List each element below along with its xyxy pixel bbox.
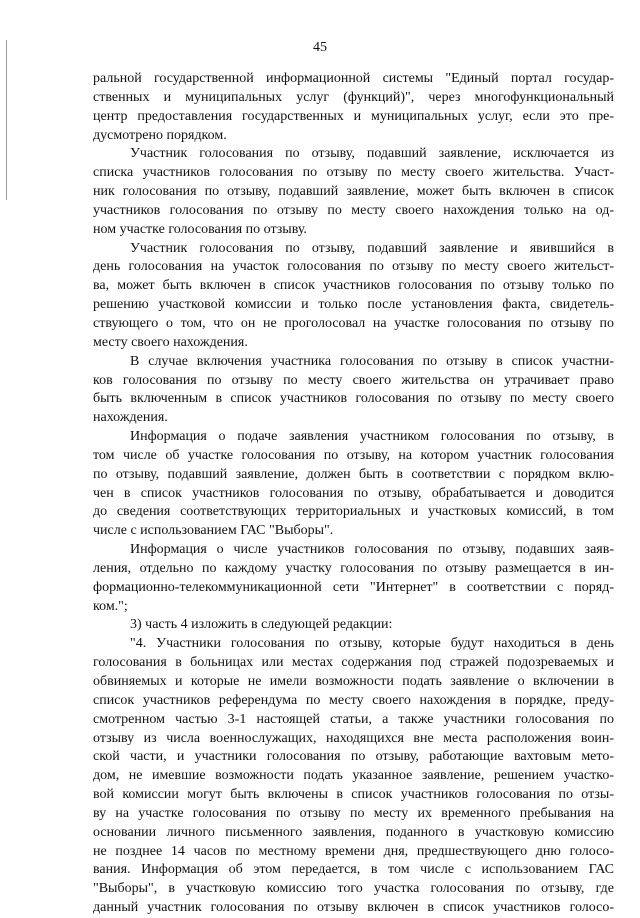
text-line: вания. Информация об этом передается, в том числе с использованием ГАС	[93, 862, 614, 878]
text-line: смотренном частью 3-1 настоящей статьи, а также участники голосования по	[93, 711, 614, 727]
text-line: Информация о подаче заявления участником голосования по отзыву, в	[130, 429, 614, 445]
text-line: В случае включения участника голосования по отзыву в список участни-	[130, 353, 614, 369]
text-line: "Выборы", в участковую комиссию того участка голосования по отзыву, где	[93, 881, 614, 897]
text-line: "4. Участники голосования по отзыву, которые будут находиться в день	[130, 636, 614, 652]
text-line: ления, отдельно по каждому участку голосования по отзыву размещается в ин-	[93, 560, 614, 576]
text-line: дом, не имевшие возможности подать указанное заявление, решением участко-	[93, 768, 614, 784]
text-line: ков голосования по отзыву по месту своего жительства он утрачивает право	[93, 372, 614, 388]
text-line: списка участников голосования по отзыву по месту своего жительства. Участ-	[93, 165, 614, 181]
text-line: дусмотрено порядком.	[93, 127, 227, 143]
text-line: ву на участке голосования по отзыву по месту их временного пребывания на	[93, 805, 614, 821]
text-line: ской части, и участники голосования по отзыву, работающие вахтовым мето-	[93, 749, 614, 765]
text-line: отзыву из числа военнослужащих, находящихся вне места расположения воин-	[93, 730, 614, 746]
text-line: список участников референдума по месту своего нахождения в порядке, преду-	[93, 692, 614, 708]
text-line: обвиняемых и которые не имели возможности подать заявление о включении в	[93, 674, 614, 689]
text-line: быть включенным в список участников голосования по отзыву по месту своего	[93, 391, 614, 407]
text-line: день голосования на участок голосования по отзыву по месту своего жительст-	[93, 259, 614, 275]
text-line: ва, может быть включен в список участников голосования по отзыву только по	[93, 278, 614, 294]
text-line: данный участник голосования по отзыву включен в список участников голосо-	[93, 900, 614, 916]
text-line: ник голосования по отзыву, подавший заявление, может быть включен в список	[93, 184, 614, 200]
text-line: 3) часть 4 изложить в следующей редакции:	[130, 617, 393, 633]
text-line: Участник голосования по отзыву, подавший заявление и явившийся в	[130, 240, 614, 256]
text-line: ном участке голосования по отзыву.	[93, 221, 307, 237]
text-line: числе с использованием ГАС "Выборы".	[93, 523, 334, 539]
page-number: 45	[313, 40, 327, 55]
text-line: Участник голосования по отзыву, подавший заявление, исключается из	[130, 146, 614, 162]
text-line: голосования в больницах или местах содержания под стражей подозреваемых и	[93, 655, 614, 671]
text-line: вой комиссии могут быть включены в список участников голосования по отзы-	[93, 787, 614, 803]
text-line: решению участковой комиссии и только после установления факта, свидетель-	[93, 297, 614, 313]
text-line: нахождения.	[93, 410, 168, 426]
text-line: том числе об участке голосования по отзыву, на котором участник голосования	[93, 447, 614, 463]
text-line: участников голосования по отзыву по месту своего нахождения только на од-	[93, 202, 614, 218]
scan-edge-mark	[6, 40, 7, 200]
text-line: ственных и муниципальных услуг (функций)", через многофункциональный	[93, 89, 614, 105]
text-line: чен в список участников голосования по отзыву, обрабатывается и доводится	[93, 485, 614, 501]
text-line: формационно-телекоммуникационной сети "Интернет" в соответствии с поряд-	[93, 579, 614, 595]
text-line: ральной государственной информационной системы "Единый портал государ-	[93, 71, 614, 86]
text-line: ствующего о том, что он не проголосовал на участке голосования по отзыву по	[93, 315, 614, 331]
text-line: не позднее 14 часов по местному времени дня, предшествующего дню голосо-	[93, 843, 614, 859]
text-line: центр предоставления государственных и муниципальных услуг, если это пре-	[93, 108, 614, 124]
text-line: основании личного письменного заявления, поданного в участковую комиссию	[93, 824, 614, 840]
text-line: до сведения соответствующих территориальных и участковых комиссий, в том	[93, 504, 614, 520]
text-line: по отзыву, подавший заявление, должен быть в соответствии с порядком вклю-	[93, 466, 614, 482]
text-line: Информация о числе участников голосования по отзыву, подавших заяв-	[130, 542, 614, 558]
text-line: месту своего нахождения.	[93, 334, 248, 350]
document-body	[93, 70, 614, 918]
text-line: ком.";	[93, 598, 128, 614]
